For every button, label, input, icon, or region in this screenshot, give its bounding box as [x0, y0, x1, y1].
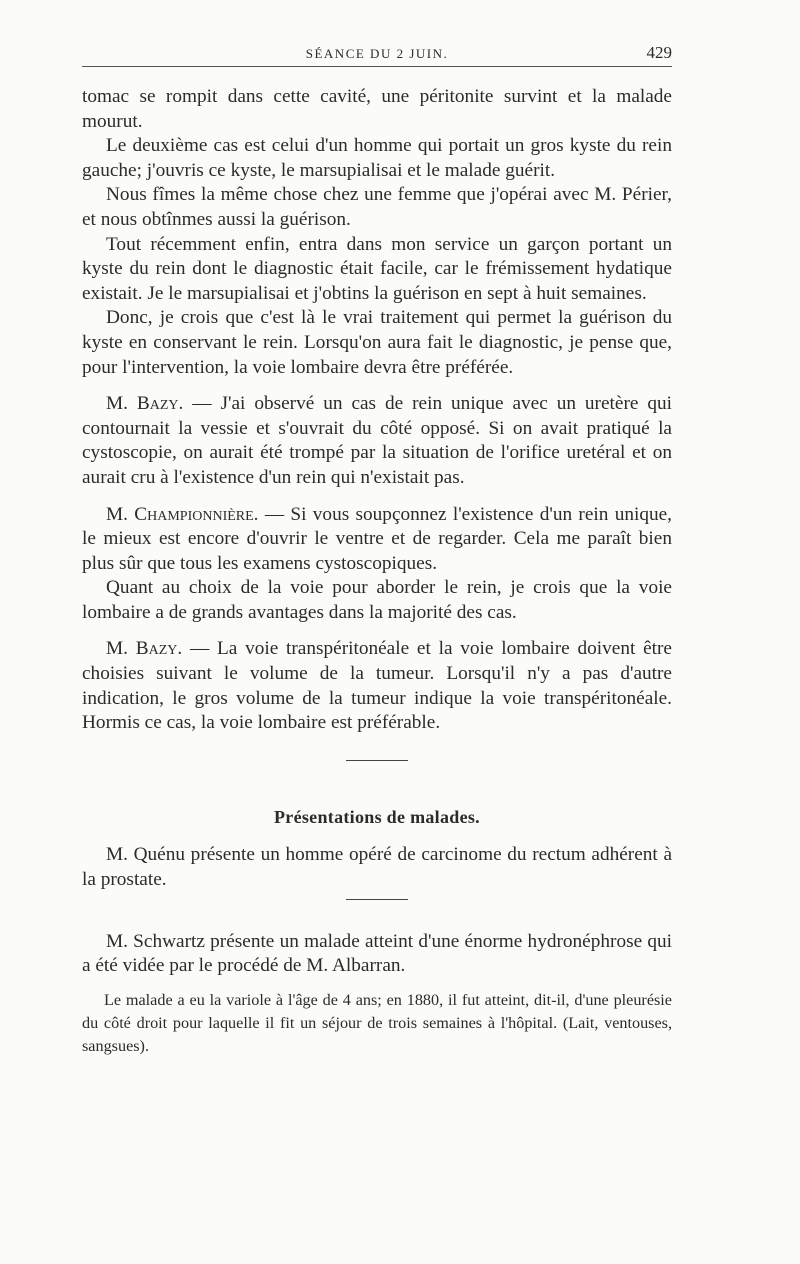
paragraph-fourth-case: Tout récemment enfin, entra dans mon service un garçon portant un kyste du rein dont le diagnostic était facile, car le frémissement hydatique existait. Je le marsupialisai et j'obtins la guérison en sept à huit semaines. — [82, 233, 672, 304]
page-number: 429 — [646, 43, 672, 62]
speech-bazy-1 — [82, 392, 672, 490]
running-title: SÉANCE DU 2 JUIN. — [305, 46, 449, 61]
main-text — [82, 85, 672, 979]
speech-text: — Si vous soupçonnez l'existence d'un rein unique, le mieux est encore d'ouvrir le ventre et de regarder. Cela me paraît bien plus sûr que tous les examens cystoscopiques. — [82, 503, 672, 574]
paragraph-voie-choice: Quant au choix de la voie pour aborder le rein, je crois que la voie lombaire a de grands avantages dans la majorité des cas. — [82, 577, 672, 623]
paragraph-quenu: M. Quénu présente un homme opéré de carcinome du rectum adhérent à la prostate. — [82, 844, 672, 891]
paragraph-conclusion: Donc, je crois que c'est là le vrai traitement qui permet la guérison du kyste en conservant le rein. Lorsqu'on aura fait le diagnostic, je pense que, pour l'intervention, la voie lombaire devra être préférée. — [82, 307, 672, 378]
document-page — [82, 36, 672, 1058]
section-heading: Présentations de malades. — [274, 806, 480, 827]
speaker-bazy: M. Bazy. — [106, 638, 183, 660]
paragraph-case-history: Le malade a eu la variole à l'âge de 4 ans; en 1880, il fut atteint, dit-il, d'une pleurésie du côté droit pour laquelle il fit un séjour de trois semaines à l'hôpital. (Lait, ventouses, sangsues). — [82, 990, 672, 1055]
rule-wrapper — [82, 899, 672, 900]
section-divider — [346, 760, 408, 761]
speech-text: — La voie transpéritonéale et la voie lombaire doivent être choisies suivant le volume de la tumeur. Lorsqu'il n'y a pas d'autre indication, le gros volume de la tumeur indique la voie transpéritonéale. Hormis ce cas, la voie lombaire est préférable. — [82, 638, 672, 734]
paragraph-continuation: tomac se rompit dans cette cavité, une péritonite survint et la malade mourut. — [82, 86, 672, 132]
speech-text: — J'ai observé un cas de rein unique avec un uretère qui contournait la vessie et s'ouvrait du côté opposé. Si on avait pratiqué la cystoscopie, on aurait été trompé par la situation de l'orifice uretéral et on aurait cru à l'existence d'un rein qui n'existait pas. — [82, 393, 672, 488]
speaker-championniere: M. Championnière. — [106, 503, 259, 525]
small-print-note — [82, 989, 672, 1058]
speech-championniere — [82, 503, 672, 577]
paragraph-schwartz: M. Schwartz présente un malade atteint d'une énorme hydronéphrose qui a été vidée par le procédé de M. Albarran. — [82, 930, 672, 977]
speaker-bazy: M. Bazy. — [106, 393, 184, 415]
running-header — [82, 36, 672, 67]
paragraph-third-case: Nous fîmes la même chose chez une femme que j'opérai avec M. Périer, et nous obtînmes aussi la guérison. — [82, 184, 672, 230]
speech-bazy-2 — [82, 637, 672, 735]
item-divider — [346, 899, 408, 900]
paragraph-second-case: Le deuxième cas est celui d'un homme qui portait un gros kyste du rein gauche; j'ouvris ce kyste, le marsupialisai et le malade guérit. — [82, 135, 672, 181]
